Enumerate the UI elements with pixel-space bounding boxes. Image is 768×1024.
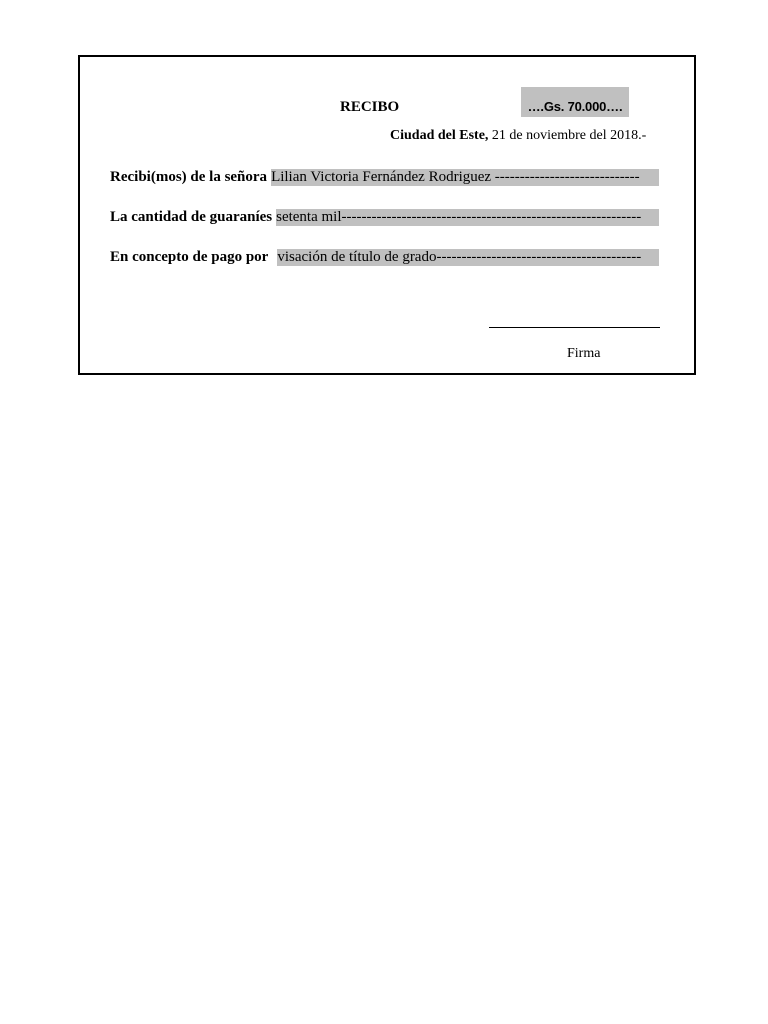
signature-label: Firma (567, 346, 601, 361)
place-name: Ciudad del Este, (390, 128, 489, 143)
amount-words-label: La cantidad de guaraníes (110, 209, 273, 225)
concept-label: En concepto de pago por (110, 249, 269, 265)
receipt-title: RECIBO (340, 99, 400, 115)
place-date (390, 128, 646, 144)
signature-line (489, 327, 660, 328)
concept-value: visación de título de grado----------------------------------------- (277, 249, 659, 266)
concept-line (110, 249, 659, 266)
received-from-label: Recibi(mos) de la señora (110, 169, 268, 185)
amount-words-value: setenta mil------------------------------------------------------------ (276, 209, 659, 226)
received-from-value: Lilian Victoria Fernández Rodriguez ----------------------------- (271, 169, 659, 186)
amount-box: ….Gs. 70.000…. (521, 87, 629, 117)
amount-words-line (110, 209, 659, 226)
receipt-box (78, 55, 696, 375)
date-text: 21 de noviembre del 2018.- (488, 128, 647, 143)
received-from-line (110, 169, 659, 186)
